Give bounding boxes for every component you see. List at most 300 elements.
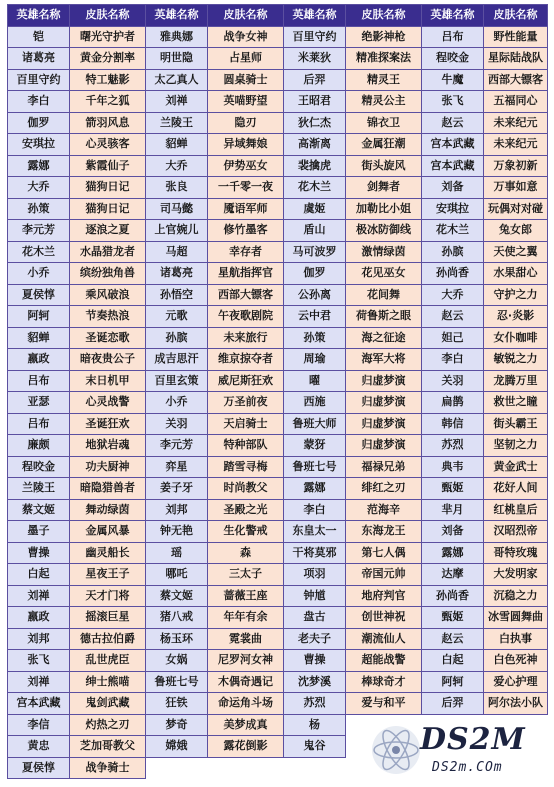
hero-name-cell: 张良 (146, 177, 208, 199)
skin-name-cell: 锦衣卫 (346, 112, 422, 134)
ds2m-logo (366, 718, 552, 784)
hero-name-cell: 鲁班七号 (146, 671, 208, 693)
skin-name-cell: 心灵骇客 (70, 134, 146, 156)
table-row (8, 435, 548, 457)
skin-name-cell: 幽灵船长 (70, 542, 146, 564)
skin-name-cell: 激情绿茵 (346, 241, 422, 263)
skin-name-cell: 占星师 (208, 48, 284, 70)
skin-name-cell: 特工魅影 (70, 69, 146, 91)
skin-name-cell: 东海龙王 (346, 521, 422, 543)
hero-name-cell: 阿轲 (8, 306, 70, 328)
table-row (8, 177, 548, 199)
skin-name-cell: 隐刃 (208, 112, 284, 134)
table-row (8, 628, 548, 650)
skin-name-cell: 芝加哥教父 (70, 736, 146, 758)
hero-name-cell: 梦奇 (146, 714, 208, 736)
skin-name-cell: 坚韧之力 (484, 435, 548, 457)
hero-name-cell: 姜子牙 (146, 478, 208, 500)
skin-name-cell: 归虚梦演 (346, 435, 422, 457)
skin-name-cell: 福禄兄弟 (346, 456, 422, 478)
hero-name-cell: 刘禅 (146, 91, 208, 113)
hero-name-cell: 孙膑 (422, 241, 484, 263)
empty-cell (284, 757, 346, 779)
skin-name-cell: 潮流仙人 (346, 628, 422, 650)
skin-name-cell: 黄金武士 (484, 456, 548, 478)
hero-name-cell: 鲁班七号 (284, 456, 346, 478)
hero-name-cell: 小乔 (146, 392, 208, 414)
skin-name-cell: 龙腾万里 (484, 370, 548, 392)
skin-name-cell: 沉稳之力 (484, 585, 548, 607)
hero-name-cell: 女娲 (146, 650, 208, 672)
table-row (8, 693, 548, 715)
skin-name-cell: 兔女郎 (484, 220, 548, 242)
hero-name-cell: 鬼谷 (284, 736, 346, 758)
hero-name-cell: 钟无艳 (146, 521, 208, 543)
skin-name-cell: 星夜王子 (70, 564, 146, 586)
hero-name-cell: 达摩 (422, 564, 484, 586)
table-row (8, 306, 548, 328)
hero-name-cell: 成吉思汗 (146, 349, 208, 371)
table-row (8, 564, 548, 586)
hero-name-cell: 鲁班大师 (284, 413, 346, 435)
hero-name-cell: 盘古 (284, 607, 346, 629)
skin-name-cell: 英喵野望 (208, 91, 284, 113)
skin-name-cell: 水晶猎龙者 (70, 241, 146, 263)
skin-name-cell: 归虚梦演 (346, 413, 422, 435)
hero-name-cell: 廉颇 (8, 435, 70, 457)
skin-name-cell: 万圣前夜 (208, 392, 284, 414)
table-row (8, 349, 548, 371)
hero-name-cell: 夏侯惇 (8, 284, 70, 306)
hero-name-cell: 亚瑟 (8, 392, 70, 414)
skin-name-cell: 缤纷独角兽 (70, 263, 146, 285)
hero-name-cell: 元歌 (146, 306, 208, 328)
hero-name-cell: 云中君 (284, 306, 346, 328)
hero-name-cell: 瑶 (146, 542, 208, 564)
skin-name-cell: 大发明家 (484, 564, 548, 586)
hero-name-cell: 小乔 (8, 263, 70, 285)
skin-name-cell: 威尼斯狂欢 (208, 370, 284, 392)
skin-name-cell: 摇滚巨星 (70, 607, 146, 629)
skin-name-cell: 爱心护理 (484, 671, 548, 693)
hero-name-cell: 白起 (422, 650, 484, 672)
header-hero: 英雄名称 (146, 5, 208, 27)
table-row (8, 134, 548, 156)
hero-name-cell: 露娜 (284, 478, 346, 500)
hero-name-cell: 甄姬 (422, 607, 484, 629)
skin-name-cell: 修竹墨客 (208, 220, 284, 242)
skin-name-cell: 万事如意 (484, 177, 548, 199)
skin-name-cell: 荷鲁斯之眼 (346, 306, 422, 328)
hero-name-cell: 兰陵王 (146, 112, 208, 134)
logo-url: DS2m.COm (432, 760, 503, 775)
skin-name-cell: 蔷薇王座 (208, 585, 284, 607)
hero-name-cell: 蔡文姬 (146, 585, 208, 607)
hero-name-cell: 虞姬 (284, 198, 346, 220)
table-row (8, 370, 548, 392)
table-row (8, 456, 548, 478)
hero-name-cell: 李元芳 (8, 220, 70, 242)
hero-name-cell: 杨 (284, 714, 346, 736)
hero-name-cell: 西施 (284, 392, 346, 414)
skin-name-cell: 年年有余 (208, 607, 284, 629)
header-skin: 皮肤名称 (70, 5, 146, 27)
skin-name-cell: 棒球奇才 (346, 671, 422, 693)
skin-name-cell: 幸存者 (208, 241, 284, 263)
skin-name-cell: 命运角斗场 (208, 693, 284, 715)
hero-name-cell: 刘禅 (8, 585, 70, 607)
hero-name-cell: 兰陵王 (8, 478, 70, 500)
skin-name-cell: 木偶奇遇记 (208, 671, 284, 693)
hero-name-cell: 夏侯惇 (8, 757, 70, 779)
table-row (8, 585, 548, 607)
table-row (8, 478, 548, 500)
skin-name-cell: 西部大镖客 (208, 284, 284, 306)
table-row (8, 112, 548, 134)
skin-name-cell: 末日机甲 (70, 370, 146, 392)
skin-name-cell: 圆桌骑士 (208, 69, 284, 91)
skin-name-cell: 魇语军师 (208, 198, 284, 220)
table-row (8, 499, 548, 521)
skin-name-cell: 海军大将 (346, 349, 422, 371)
hero-name-cell: 裴擒虎 (284, 155, 346, 177)
skin-name-cell: 绅士熊喵 (70, 671, 146, 693)
hero-name-cell: 曹操 (284, 650, 346, 672)
skin-name-cell: 美梦成真 (208, 714, 284, 736)
table-row (8, 263, 548, 285)
table-body (8, 26, 548, 779)
skin-name-cell: 街头霸王 (484, 413, 548, 435)
hero-name-cell: 妲己 (422, 327, 484, 349)
skin-name-cell: 乱世虎臣 (70, 650, 146, 672)
hero-name-cell: 蒙犽 (284, 435, 346, 457)
skin-name-cell: 守护之力 (484, 284, 548, 306)
hero-name-cell: 宫本武藏 (422, 134, 484, 156)
hero-name-cell: 程咬金 (8, 456, 70, 478)
hero-name-cell: 干将莫邪 (284, 542, 346, 564)
skin-name-cell: 战争女神 (208, 26, 284, 48)
hero-name-cell: 蔡文姬 (8, 499, 70, 521)
skin-name-cell: 金属狂潮 (346, 134, 422, 156)
skin-name-cell: 灼热之刃 (70, 714, 146, 736)
empty-cell (208, 757, 284, 779)
hero-name-cell: 赵云 (422, 628, 484, 650)
skin-name-cell: 金属风暴 (70, 521, 146, 543)
header-skin: 皮肤名称 (208, 5, 284, 27)
hero-name-cell: 宫本武藏 (422, 155, 484, 177)
skin-name-cell: 救世之瞳 (484, 392, 548, 414)
hero-name-cell: 嬴政 (8, 349, 70, 371)
hero-name-cell: 黄忠 (8, 736, 70, 758)
hero-name-cell: 花木兰 (284, 177, 346, 199)
hero-name-cell: 伽罗 (284, 263, 346, 285)
hero-name-cell: 上官婉儿 (146, 220, 208, 242)
skin-name-cell: 踏雪寻梅 (208, 456, 284, 478)
hero-name-cell: 曹操 (8, 542, 70, 564)
hero-name-cell: 刘邦 (146, 499, 208, 521)
skin-name-cell: 白色死神 (484, 650, 548, 672)
skin-name-cell: 森 (208, 542, 284, 564)
hero-name-cell: 狄仁杰 (284, 112, 346, 134)
skin-name-cell: 忍·炎影 (484, 306, 548, 328)
table-row (8, 542, 548, 564)
skin-name-cell: 鬼剑武藏 (70, 693, 146, 715)
hero-name-cell: 孙策 (284, 327, 346, 349)
skin-name-cell: 舞动绿茵 (70, 499, 146, 521)
skin-name-cell: 暗夜贵公子 (70, 349, 146, 371)
hero-name-cell: 安琪拉 (422, 198, 484, 220)
skin-name-cell: 红桃皇后 (484, 499, 548, 521)
skin-name-cell: 创世神祝 (346, 607, 422, 629)
skin-name-cell: 汉昭烈帝 (484, 521, 548, 543)
skin-name-cell: 西部大镖客 (484, 69, 548, 91)
hero-name-cell: 孙尚香 (422, 263, 484, 285)
hero-name-cell: 伽罗 (8, 112, 70, 134)
hero-name-cell: 大乔 (8, 177, 70, 199)
hero-name-cell: 赵云 (422, 112, 484, 134)
skin-name-cell: 未来纪元 (484, 134, 548, 156)
skin-name-cell: 女仆咖啡 (484, 327, 548, 349)
hero-name-cell: 老夫子 (284, 628, 346, 650)
hero-name-cell: 杨玉环 (146, 628, 208, 650)
skin-name-cell: 玩偶对对碰 (484, 198, 548, 220)
hero-name-cell: 孙悟空 (146, 284, 208, 306)
header-hero: 英雄名称 (284, 5, 346, 27)
header-row (8, 5, 548, 27)
header-skin: 皮肤名称 (484, 5, 548, 27)
hero-name-cell: 吕布 (8, 370, 70, 392)
hero-name-cell: 盾山 (284, 220, 346, 242)
skin-name-cell: 花见巫女 (346, 263, 422, 285)
hero-name-cell: 刘邦 (8, 628, 70, 650)
hero-name-cell: 明世隐 (146, 48, 208, 70)
hero-name-cell: 李白 (284, 499, 346, 521)
skin-name-cell: 精准探案法 (346, 48, 422, 70)
hero-name-cell: 貂蝉 (8, 327, 70, 349)
hero-name-cell: 马可波罗 (284, 241, 346, 263)
hero-name-cell: 孙膑 (146, 327, 208, 349)
skin-name-cell: 归虚梦演 (346, 370, 422, 392)
skin-name-cell: 地狱岩魂 (70, 435, 146, 457)
skin-name-cell: 维京掠夺者 (208, 349, 284, 371)
hero-name-cell: 典韦 (422, 456, 484, 478)
skin-name-cell: 曙光守护者 (70, 26, 146, 48)
skin-name-cell: 花好人间 (484, 478, 548, 500)
skin-name-cell: 绝影神枪 (346, 26, 422, 48)
atom-logo-icon (370, 724, 422, 776)
table-row (8, 413, 548, 435)
table-row (8, 671, 548, 693)
skin-name-cell: 生化警戒 (208, 521, 284, 543)
table-row (8, 327, 548, 349)
skin-name-cell: 节奏热浪 (70, 306, 146, 328)
hero-name-cell: 百里守约 (284, 26, 346, 48)
hero-name-cell: 墨子 (8, 521, 70, 543)
empty-cell (146, 757, 208, 779)
hero-name-cell: 太乙真人 (146, 69, 208, 91)
skin-name-cell: 霓裳曲 (208, 628, 284, 650)
hero-name-cell: 苏烈 (422, 435, 484, 457)
table-row (8, 91, 548, 113)
hero-name-cell: 韩信 (422, 413, 484, 435)
hero-name-cell: 露娜 (8, 155, 70, 177)
skin-name-cell: 猫狗日记 (70, 198, 146, 220)
skin-name-cell: 极冰防御线 (346, 220, 422, 242)
hero-name-cell: 大乔 (146, 155, 208, 177)
header-hero: 英雄名称 (8, 5, 70, 27)
skin-name-cell: 海之征途 (346, 327, 422, 349)
hero-name-cell: 诸葛亮 (8, 48, 70, 70)
hero-name-cell: 关羽 (422, 370, 484, 392)
hero-name-cell: 吕布 (8, 413, 70, 435)
skin-name-cell: 水果甜心 (484, 263, 548, 285)
hero-name-cell: 宫本武藏 (8, 693, 70, 715)
skin-name-cell: 特种部队 (208, 435, 284, 457)
hero-name-cell: 诸葛亮 (146, 263, 208, 285)
hero-name-cell: 安琪拉 (8, 134, 70, 156)
hero-name-cell: 东皇太一 (284, 521, 346, 543)
skin-name-cell: 花间舞 (346, 284, 422, 306)
skin-name-cell: 街头旋风 (346, 155, 422, 177)
skin-name-cell: 白执事 (484, 628, 548, 650)
table-row (8, 220, 548, 242)
hero-name-cell: 狂铁 (146, 693, 208, 715)
hero-name-cell: 花木兰 (422, 220, 484, 242)
skin-name-cell: 猫狗日记 (70, 177, 146, 199)
hero-name-cell: 沈梦溪 (284, 671, 346, 693)
hero-name-cell: 铠 (8, 26, 70, 48)
hero-name-cell: 赵云 (422, 306, 484, 328)
hero-name-cell: 阿轲 (422, 671, 484, 693)
skin-name-cell: 未来旅行 (208, 327, 284, 349)
hero-name-cell: 孙策 (8, 198, 70, 220)
skin-name-cell: 未来纪元 (484, 112, 548, 134)
skin-name-cell: 天使之翼 (484, 241, 548, 263)
table-row (8, 48, 548, 70)
hero-name-cell: 嫦娥 (146, 736, 208, 758)
skin-name-cell: 伊势巫女 (208, 155, 284, 177)
table-row (8, 69, 548, 91)
header-hero: 英雄名称 (422, 5, 484, 27)
logo-mark: DS2M (420, 722, 526, 757)
hero-name-cell: 苏烈 (284, 693, 346, 715)
hero-name-cell: 花木兰 (8, 241, 70, 263)
hero-name-cell: 貂蝉 (146, 134, 208, 156)
hero-name-cell: 孙尚香 (422, 585, 484, 607)
skin-name-cell: 精灵公主 (346, 91, 422, 113)
skin-name-cell: 冰雪圆舞曲 (484, 607, 548, 629)
skin-name-cell: 阿尔法小队 (484, 693, 548, 715)
hero-name-cell: 米莱狄 (284, 48, 346, 70)
hero-name-cell: 白起 (8, 564, 70, 586)
hero-name-cell: 高渐离 (284, 134, 346, 156)
skin-name-cell: 天才门将 (70, 585, 146, 607)
hero-name-cell: 曜 (284, 370, 346, 392)
skin-name-cell: 暗隐猎兽者 (70, 478, 146, 500)
hero-name-cell: 百里玄策 (146, 370, 208, 392)
hero-name-cell: 李元芳 (146, 435, 208, 457)
skin-name-cell: 德古拉伯爵 (70, 628, 146, 650)
skin-name-cell: 箭羽风息 (70, 112, 146, 134)
skin-name-cell: 爱与和平 (346, 693, 422, 715)
hero-name-cell: 李信 (8, 714, 70, 736)
hero-name-cell: 公孙离 (284, 284, 346, 306)
hero-name-cell: 嬴政 (8, 607, 70, 629)
skin-name-cell: 午夜歌剧院 (208, 306, 284, 328)
hero-name-cell: 哪吒 (146, 564, 208, 586)
skin-name-cell: 圣诞狂欢 (70, 413, 146, 435)
hero-name-cell: 后羿 (284, 69, 346, 91)
skin-name-cell: 第七人偶 (346, 542, 422, 564)
skin-name-cell: 逐浪之夏 (70, 220, 146, 242)
hero-name-cell: 程咬金 (422, 48, 484, 70)
skin-name-cell: 异域舞娘 (208, 134, 284, 156)
hero-name-cell: 李白 (8, 91, 70, 113)
hero-name-cell: 刘备 (422, 177, 484, 199)
skin-name-cell: 战争骑士 (70, 757, 146, 779)
skin-name-cell: 敏锐之力 (484, 349, 548, 371)
hero-name-cell: 芈月 (422, 499, 484, 521)
skin-name-cell: 超能战警 (346, 650, 422, 672)
skin-name-cell: 露花倒影 (208, 736, 284, 758)
header-skin: 皮肤名称 (346, 5, 422, 27)
hero-name-cell: 刘禅 (8, 671, 70, 693)
table-row (8, 241, 548, 263)
skin-name-cell: 帝国元帅 (346, 564, 422, 586)
hero-name-cell: 关羽 (146, 413, 208, 435)
hero-name-cell: 百里守约 (8, 69, 70, 91)
table-row (8, 284, 548, 306)
hero-name-cell: 司马懿 (146, 198, 208, 220)
table-row (8, 198, 548, 220)
hero-name-cell: 王昭君 (284, 91, 346, 113)
table-row (8, 521, 548, 543)
skin-name-cell: 哥特玫瑰 (484, 542, 548, 564)
hero-name-cell: 牛魔 (422, 69, 484, 91)
skin-name-cell: 天启骑士 (208, 413, 284, 435)
skin-name-cell: 剑舞者 (346, 177, 422, 199)
skin-name-cell: 千年之狐 (70, 91, 146, 113)
skin-name-cell: 地府判官 (346, 585, 422, 607)
hero-name-cell: 甄姬 (422, 478, 484, 500)
skin-name-cell: 心灵战警 (70, 392, 146, 414)
skin-name-cell: 归虚梦演 (346, 392, 422, 414)
hero-name-cell: 大乔 (422, 284, 484, 306)
hero-name-cell: 后羿 (422, 693, 484, 715)
skin-name-cell: 功夫厨神 (70, 456, 146, 478)
skin-name-cell: 绯红之刃 (346, 478, 422, 500)
hero-name-cell: 雅典娜 (146, 26, 208, 48)
skin-name-cell: 乘风破浪 (70, 284, 146, 306)
skin-name-cell: 五福同心 (484, 91, 548, 113)
hero-name-cell: 张飞 (8, 650, 70, 672)
hero-name-cell: 吕布 (422, 26, 484, 48)
skin-name-cell: 时尚教父 (208, 478, 284, 500)
skin-name-cell: 圣殿之光 (208, 499, 284, 521)
hero-skin-table (7, 4, 548, 779)
skin-name-cell: 紫霞仙子 (70, 155, 146, 177)
hero-name-cell: 弈星 (146, 456, 208, 478)
skin-name-cell: 尼罗河女神 (208, 650, 284, 672)
skin-name-cell: 精灵王 (346, 69, 422, 91)
hero-name-cell: 扁鹊 (422, 392, 484, 414)
skin-name-cell: 万象初新 (484, 155, 548, 177)
skin-name-cell: 范海辛 (346, 499, 422, 521)
hero-name-cell: 猪八戒 (146, 607, 208, 629)
table-row (8, 392, 548, 414)
skin-name-cell: 加勒比小姐 (346, 198, 422, 220)
hero-name-cell: 马超 (146, 241, 208, 263)
